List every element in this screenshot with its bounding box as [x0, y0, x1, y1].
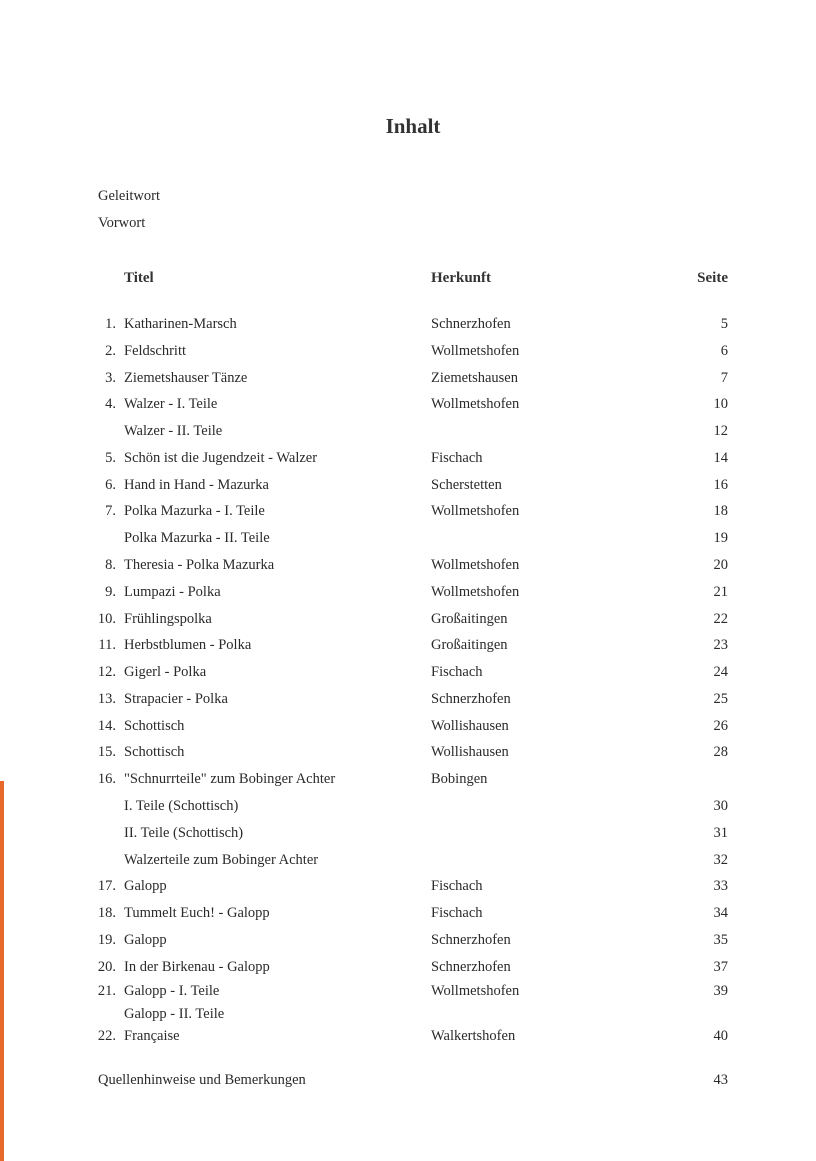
toc-title: Walzer - II. Teile	[124, 423, 223, 439]
toc-origin: Schnerzhofen	[431, 959, 511, 975]
toc-title: Katharinen-Marsch	[124, 316, 237, 332]
toc-origin: Fischach	[431, 905, 483, 921]
toc-origin: Schnerzhofen	[431, 691, 511, 707]
toc-origin: Wollmetshofen	[431, 343, 520, 359]
toc-row	[0, 368, 816, 388]
toc-row	[0, 823, 816, 843]
toc-number: 20.	[97, 959, 116, 975]
toc-origin: Wollmetshofen	[431, 584, 520, 600]
toc-number: 18.	[97, 905, 116, 921]
toc-title: Galopp - I. Teile	[124, 983, 220, 999]
toc-page: 7	[720, 370, 728, 386]
toc-page: 6	[720, 343, 728, 359]
toc-number: 10.	[97, 611, 116, 627]
toc-title: Herbstblumen - Polka	[124, 637, 252, 653]
toc-title: Gigerl - Polka	[124, 664, 207, 680]
toc-number: 19.	[97, 932, 116, 948]
toc-page: 31	[713, 825, 728, 841]
closing-entry	[98, 1072, 728, 1089]
toc-row	[0, 314, 816, 334]
toc-title: Galopp	[124, 932, 167, 948]
toc-row	[0, 448, 816, 468]
toc-page: 34	[713, 905, 728, 921]
toc-title: Schottisch	[124, 718, 185, 734]
intro-geleitwort: Geleitwort	[98, 188, 161, 204]
toc-row	[0, 501, 816, 521]
toc-origin: Wollishausen	[431, 718, 509, 734]
closing-title: Quellenhinweise und Bemerkungen	[98, 1072, 306, 1088]
toc-number: 2.	[105, 343, 116, 359]
toc-page: 18	[713, 503, 728, 519]
toc-page: 14	[713, 450, 728, 466]
toc-row	[0, 957, 816, 977]
toc-origin: Walkertshofen	[431, 1028, 516, 1044]
toc-origin: Bobingen	[431, 771, 488, 787]
closing-page: 43	[713, 1072, 728, 1088]
toc-row	[0, 1004, 816, 1024]
toc-origin: Scherstetten	[431, 477, 502, 493]
toc-origin: Wollmetshofen	[431, 983, 520, 999]
toc-page: 12	[713, 423, 728, 439]
toc-number: 16.	[97, 771, 116, 787]
toc-row	[0, 742, 816, 762]
toc-title: Française	[124, 1028, 180, 1044]
column-header-page: Seite	[697, 270, 728, 286]
toc-row	[0, 903, 816, 923]
toc-page: 16	[713, 477, 728, 493]
toc-title: Lumpazi - Polka	[124, 584, 221, 600]
toc-origin: Großaitingen	[431, 611, 508, 627]
toc-row	[0, 1026, 816, 1046]
page-title: Inhalt	[385, 114, 441, 138]
toc-origin: Wollishausen	[431, 744, 509, 760]
toc-number: 13.	[97, 691, 116, 707]
toc-page: 20	[713, 557, 728, 573]
toc-origin: Wollmetshofen	[431, 396, 520, 412]
toc-page: 22	[713, 611, 728, 627]
toc-page: 5	[720, 316, 728, 332]
toc-title: Schottisch	[124, 744, 185, 760]
toc-number: 14.	[97, 718, 116, 734]
toc-number: 7.	[105, 503, 116, 519]
toc-title: Theresia - Polka Mazurka	[124, 557, 275, 573]
toc-title: In der Birkenau - Galopp	[124, 959, 270, 975]
toc-page: 35	[713, 932, 728, 948]
toc-number: 4.	[105, 396, 116, 412]
toc-page: 30	[713, 798, 728, 814]
toc-page: 21	[713, 584, 728, 600]
toc-title: "Schnurrteile" zum Bobinger Achter	[124, 771, 336, 787]
toc-number: 8.	[105, 557, 116, 573]
toc-row	[0, 555, 816, 575]
toc-number: 17.	[97, 878, 116, 894]
toc-number: 12.	[97, 664, 116, 680]
toc-origin: Wollmetshofen	[431, 503, 520, 519]
toc-page: 26	[713, 718, 728, 734]
toc-page: 24	[713, 664, 728, 680]
toc-number: 11.	[98, 637, 116, 653]
toc-row	[0, 582, 816, 602]
toc-row	[0, 769, 816, 789]
toc-title: Polka Mazurka - II. Teile	[124, 530, 270, 546]
toc-title: Strapacier - Polka	[124, 691, 228, 707]
toc-title: Galopp	[124, 878, 167, 894]
toc-title: Schön ist die Jugendzeit - Walzer	[124, 450, 318, 466]
toc-row	[0, 876, 816, 896]
toc-row	[0, 528, 816, 548]
toc-number: 15.	[97, 744, 116, 760]
toc-page: 23	[713, 637, 728, 653]
toc-row	[0, 981, 816, 1001]
toc-number: 3.	[105, 370, 116, 386]
toc-page: 37	[713, 959, 728, 975]
toc-number: 9.	[105, 584, 116, 600]
toc-number: 6.	[105, 477, 116, 493]
toc-origin: Fischach	[431, 878, 483, 894]
toc-number: 1.	[105, 316, 116, 332]
toc-title: Frühlingspolka	[124, 611, 212, 627]
toc-row	[0, 930, 816, 950]
toc-origin: Fischach	[431, 664, 483, 680]
toc-title: Feldschritt	[124, 343, 187, 359]
toc-page: 28	[713, 744, 728, 760]
toc-row	[0, 635, 816, 655]
toc-row	[0, 662, 816, 682]
toc-title: Walzer - I. Teile	[124, 396, 218, 412]
toc-number: 5.	[105, 450, 116, 466]
toc-title: Walzerteile zum Bobinger Achter	[124, 852, 319, 868]
toc-title: I. Teile (Schottisch)	[124, 798, 239, 814]
toc-title: Galopp - II. Teile	[124, 1006, 225, 1022]
toc-page: 32	[713, 852, 728, 868]
toc-title: Tummelt Euch! - Galopp	[124, 905, 270, 921]
toc-page: 39	[713, 983, 728, 999]
toc-row	[0, 341, 816, 361]
toc-number: 21.	[97, 983, 116, 999]
toc-number: 22.	[97, 1028, 116, 1044]
toc-title: Hand in Hand - Mazurka	[124, 477, 269, 493]
toc-page: 25	[713, 691, 728, 707]
toc-origin: Fischach	[431, 450, 483, 466]
column-header-origin: Herkunft	[431, 270, 491, 286]
toc-origin: Wollmetshofen	[431, 557, 520, 573]
toc-row	[0, 421, 816, 441]
intro-vorwort: Vorwort	[98, 215, 146, 231]
toc-origin: Ziemetshausen	[431, 370, 518, 386]
toc-row	[0, 689, 816, 709]
toc-row	[0, 475, 816, 495]
toc-origin: Schnerzhofen	[431, 316, 511, 332]
toc-title: II. Teile (Schottisch)	[124, 825, 244, 841]
toc-row	[0, 394, 816, 414]
toc-row	[0, 796, 816, 816]
toc-title: Polka Mazurka - I. Teile	[124, 503, 265, 519]
toc-page: 40	[713, 1028, 728, 1044]
toc-origin: Schnerzhofen	[431, 932, 511, 948]
toc-origin: Großaitingen	[431, 637, 508, 653]
toc-page: 33	[713, 878, 728, 894]
column-header-title: Titel	[124, 270, 154, 286]
toc-title: Ziemetshauser Tänze	[124, 370, 248, 386]
toc-row	[0, 850, 816, 870]
toc-row	[0, 716, 816, 736]
toc-row	[0, 609, 816, 629]
toc-page: 19	[713, 530, 728, 546]
toc-page: 10	[713, 396, 728, 412]
